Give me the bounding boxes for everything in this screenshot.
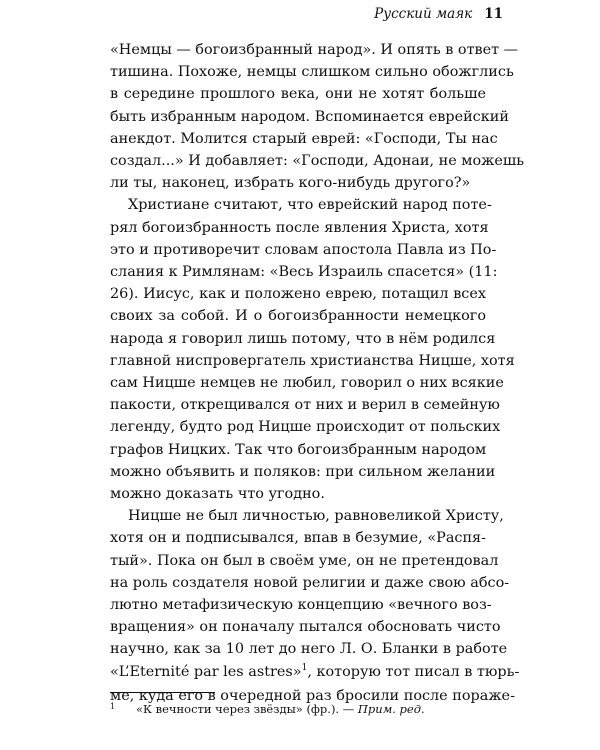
text-line: ме, куда его в очередной раз бросили после пораже- [110, 687, 515, 704]
text-line: главной ниспровергатель христианства Ницше, хотя [110, 352, 515, 369]
running-title: Русский маяк [374, 6, 473, 22]
text-line: можно доказать что угодно. [110, 486, 325, 503]
text-line: на роль создателя новой религии и даже свою абсо- [110, 574, 510, 591]
text-line: быть избранным народом. Вспоминается еврейский [110, 108, 509, 125]
text-fragment: , которую тот писал в тюрь- [307, 663, 520, 680]
text-line: народа я говорил лишь потому, что в нём родился [110, 330, 496, 347]
footnote-editor-note: Прим. ред. [357, 702, 425, 716]
footnote-text [136, 702, 425, 716]
text-line: рял богоизбранность после явления Христа, хотя [110, 219, 489, 236]
text-line: пакости, открещивался от них и верил в семейную [110, 397, 500, 414]
running-head [374, 6, 503, 22]
text-line: можно объявить и поляков: при сильном желании [110, 463, 496, 480]
text-line: 26). Иисус, как и положено еврею, потащил всех [110, 286, 486, 303]
body-text [110, 39, 525, 707]
text-line: в середине прошлого века, они не хотят больше [110, 86, 486, 103]
text-line: легенду, будто род Ницше происходит от польских [110, 419, 501, 436]
text-line: ли ты, наконец, избрать кого-нибудь другого?» [110, 175, 471, 192]
footnote-divider [110, 692, 215, 693]
text-line: тый». Пока он был в своём уме, он не претендовал [110, 552, 499, 569]
text-line: тишина. Похоже, немцы слишком сильно обожглись [110, 64, 514, 81]
text-line: хотя он и подписывался, впав в безумие, «Распя- [110, 530, 486, 547]
text-line: лютно метафизическую концепцию «вечного воз- [110, 597, 492, 614]
text-line-with-footnote-ref [110, 661, 520, 685]
text-line: своих за собой. И о богоизбранности немецкого [110, 308, 486, 325]
text-fragment: «L’Eternité par les astres» [110, 663, 302, 680]
footnote-marker: 1 [110, 702, 116, 711]
text-line: сам Ницше немцев не любил, говорил о них всякие [110, 375, 504, 392]
text-line: вращения» он поначалу пытался обосновать чисто [110, 619, 501, 636]
text-line: слания к Римлянам: «Весь Израиль спасется» (11: [110, 264, 498, 281]
text-line: научно, как за 10 лет до него Л. О. Бланки в работе [110, 641, 508, 658]
text-line: создал...» И добавляет: «Господи, Адонаи, не можешь [110, 153, 525, 170]
footnote-content: «К вечности через звёзды» (фр.). — [136, 702, 358, 716]
text-line: графов Ницких. Так что богоизбранным народом [110, 441, 487, 458]
footnote-reference[interactable]: 1 [301, 662, 308, 673]
text-line: Ницше не был личностью, равновеликой Христу, [128, 508, 504, 525]
text-line: анекдот. Молится старый еврей: «Господи, Ты нас [110, 130, 498, 147]
footnote [110, 702, 486, 718]
text-line: «Немцы — богоизбранный народ». И опять в ответ — [110, 42, 519, 58]
page-number: 11 [484, 6, 503, 22]
text-line: это и противоречит словам апостола Павла из По- [110, 241, 497, 258]
text-line: Христиане считают, что еврейский народ поте- [128, 197, 492, 214]
